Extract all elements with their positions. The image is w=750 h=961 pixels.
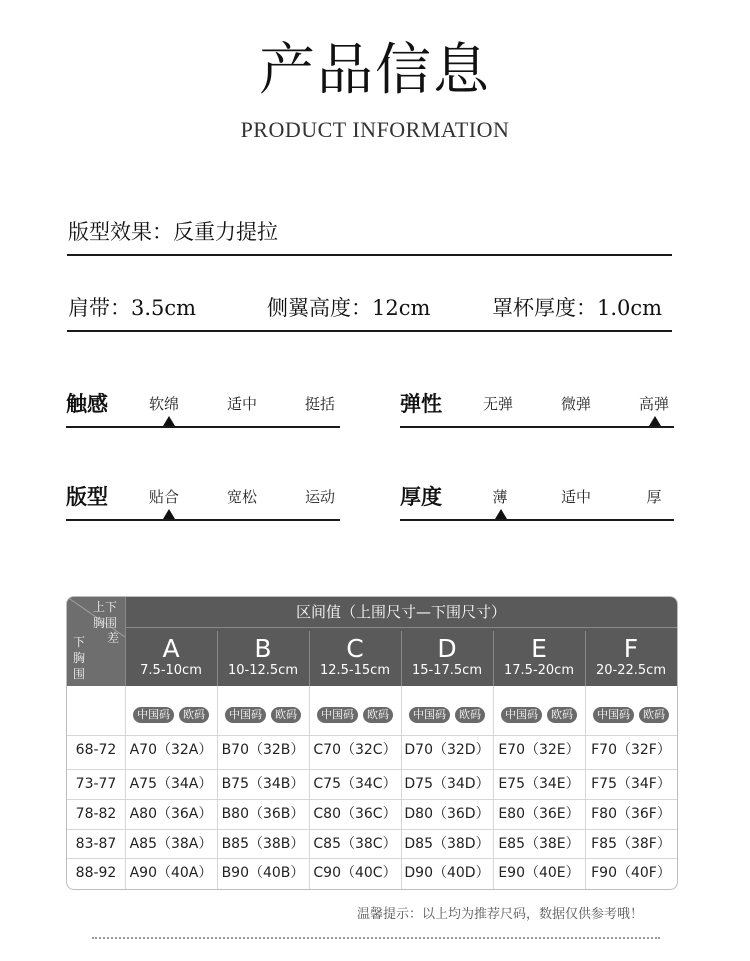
effect-label: 版型效果： [68,220,173,244]
scale-fit-option-loose: 宽松 [226,488,257,506]
size-cell: C90（40C） [313,865,397,881]
range-divider [125,627,677,628]
column-header-b [217,635,309,679]
size-cell: F85（38F） [591,836,671,852]
table-row [67,804,677,828]
scale-elasticity-option-high: 高弹 [638,395,669,413]
badge-eu: 欧码 [639,707,669,723]
size-cell: A75（34A） [129,776,213,792]
corner-left-label-2: 胸 [73,651,86,665]
corner-left-label: 下 [73,635,86,649]
size-cell: B70（32B） [221,742,305,758]
effect-row [68,218,278,246]
size-cell: D80（36D） [404,806,490,822]
column-range: 20-22.5cm [596,663,666,678]
badge-cn: 中国码 [409,707,450,723]
scale-touch-option-soft: 软绵 [148,395,179,413]
size-cell: E80（36E） [498,806,580,822]
column-range: 17.5-20cm [504,663,574,678]
row-line [67,799,677,800]
badge-eu: 欧码 [547,707,577,723]
size-cell: B80（36B） [221,806,305,822]
size-cell: E85（38E） [498,836,580,852]
size-cell: E90（40E） [498,865,580,881]
row-line [67,735,677,736]
scale-thickness-marker-icon [495,509,507,519]
table-row [67,740,677,764]
size-cell: A85（38A） [129,836,213,852]
scale-touch-option-firm: 挺括 [304,395,335,413]
size-cell: D70（32D） [404,742,490,758]
size-cell: C70（32C） [313,742,397,758]
wing-spec [267,294,430,322]
size-cell: F80（36F） [591,806,671,822]
column-header-f [585,635,677,679]
corner-top-label: 上下 [93,600,118,614]
scale-touch-marker-icon [163,416,175,426]
wing-label: 侧翼高度： [267,296,372,320]
column-range: 7.5-10cm [140,663,202,678]
row-under-bust: 78-82 [75,806,117,822]
badge-eu: 欧码 [271,707,301,723]
scale-touch [66,388,340,432]
row-under-bust: 68-72 [75,742,117,758]
corner-top-label-3: 差 [107,631,120,645]
size-cell: A70（32A） [129,742,213,758]
strap-spec [68,294,196,322]
row-under-bust: 83-87 [75,836,117,852]
scale-touch-option-medium: 适中 [226,395,257,413]
dotted-divider [92,937,660,939]
scale-thickness [400,481,674,525]
table-row [67,834,677,858]
size-cell: D90（40D） [404,865,490,881]
column-header-c [309,635,401,679]
size-note: 温馨提示：以上均为推荐尺码，数据仅供参考哦！ [357,907,644,922]
size-cell: A80（36A） [129,806,213,822]
row-under-bust: 73-77 [75,776,117,792]
scale-touch-rule [66,426,340,428]
row-line [67,829,677,830]
size-table [66,596,678,890]
cup-value: 1.0cm [597,296,663,320]
badge-cn: 中国码 [317,707,358,723]
range-title: 区间值（上围尺寸—下围尺寸） [295,603,506,621]
badge-group [217,703,309,723]
effect-divider [67,254,672,256]
table-row [67,863,677,887]
row-under-bust: 88-92 [75,865,117,881]
effect-value: 反重力提拉 [173,220,278,244]
header-divider [125,597,126,686]
badge-group [309,703,401,723]
scale-fit-option-sport: 运动 [304,488,335,506]
wing-value: 12cm [372,296,431,320]
scale-elasticity-option-none: 无弹 [482,395,513,413]
badge-eu: 欧码 [363,707,393,723]
row-line [67,769,677,770]
scale-elasticity-marker-icon [649,416,661,426]
scale-fit-option-snug: 贴合 [148,488,179,506]
scale-fit [66,481,340,525]
size-cell: B90（40B） [221,865,305,881]
column-letter: B [254,634,272,663]
column-header-a [125,635,217,679]
row-line [67,858,677,859]
badge-group [493,703,585,723]
header-divider [309,631,310,686]
badge-group [401,703,493,723]
strap-value: 3.5cm [131,296,197,320]
column-header-e [493,635,585,679]
scale-thickness-option-thin: 薄 [492,488,508,506]
badge-cn: 中国码 [501,707,542,723]
page-subtitle: PRODUCT INFORMATION [240,117,510,142]
column-letter: D [437,634,457,663]
badge-cn: 中国码 [225,707,266,723]
scale-thickness-rule [400,519,674,521]
column-header-d [401,635,493,679]
size-cell: B85（38B） [221,836,305,852]
size-cell: A90（40A） [129,865,213,881]
size-cell: C75（34C） [313,776,397,792]
size-cell: E70（32E） [498,742,580,758]
strap-label: 肩带： [68,296,131,320]
scale-elasticity [400,388,674,432]
size-cell: E75（34E） [498,776,580,792]
cup-label: 罩杯厚度： [492,296,597,320]
scale-thickness-option-medium: 适中 [560,488,591,506]
scale-thickness-option-thick: 厚 [646,488,662,506]
size-cell: F75（34F） [591,776,671,792]
size-cell: D85（38D） [404,836,490,852]
spec-divider [67,330,672,332]
scale-touch-label: 触感 [66,391,108,416]
size-cell: B75（34B） [221,776,305,792]
scale-elasticity-rule [400,426,674,428]
page-title: 产品信息 [259,38,491,103]
scale-elasticity-label: 弹性 [400,391,442,416]
column-range: 12.5-15cm [320,663,390,678]
size-cell: C80（36C） [313,806,397,822]
table-row [67,774,677,798]
column-range: 10-12.5cm [228,663,298,678]
badge-group [125,703,217,723]
size-cell: F70（32F） [591,742,671,758]
header-divider [493,631,494,686]
scale-fit-label: 版型 [66,484,108,509]
size-cell: D75（34D） [404,776,490,792]
badge-eu: 欧码 [455,707,485,723]
column-letter: E [531,634,547,663]
size-cell: C85（38C） [313,836,397,852]
badge-eu: 欧码 [179,707,209,723]
badge-cn: 中国码 [133,707,174,723]
scale-fit-rule [66,519,340,521]
column-range: 15-17.5cm [412,663,482,678]
badge-cn: 中国码 [593,707,634,723]
column-letter: C [346,634,364,663]
header-divider [401,631,402,686]
column-letter: A [162,634,180,663]
header-divider [585,631,586,686]
corner-left-label-3: 围 [73,667,86,681]
cup-spec [492,294,662,322]
scale-elasticity-option-slight: 微弹 [560,395,591,413]
scale-fit-marker-icon [163,509,175,519]
badge-group [585,703,677,723]
column-letter: F [623,634,639,663]
scale-thickness-label: 厚度 [400,484,442,509]
header-divider [217,631,218,686]
corner-top-label-2: 胸围 [93,616,118,630]
size-cell: F90（40F） [591,865,671,881]
